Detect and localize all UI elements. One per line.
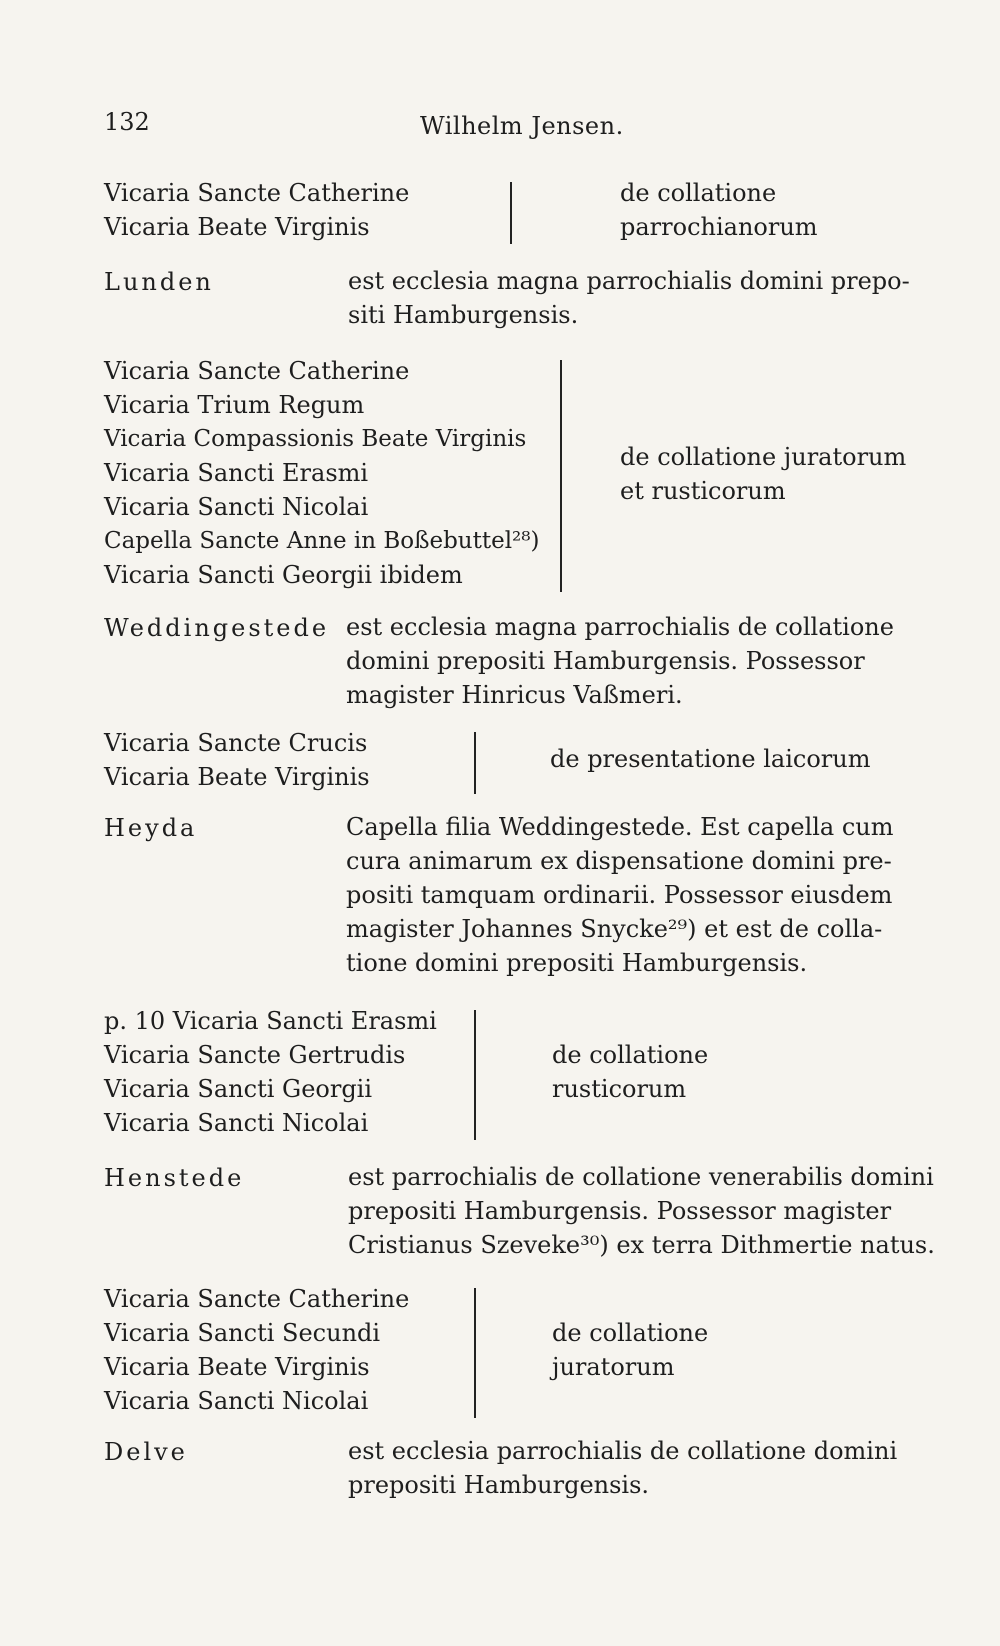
place-name: Lunden [104,268,214,296]
collation-note: de collatione juratorum [620,443,907,471]
vicaria-item: Vicaria Sancti Georgii [104,1075,373,1103]
description-line: Cristianus Szeveke³⁰) ex terra Dithmertie natus. [348,1231,935,1259]
place-name: Weddingestede [104,614,330,642]
description-line: est ecclesia magna parrochialis de collatione [346,613,894,641]
vicaria-item: Vicaria Sancte Gertrudis [104,1041,406,1069]
vicaria-item: Vicaria Sancti Erasmi [104,459,369,487]
vicaria-item: Vicaria Compassionis Beate Virginis [104,426,527,452]
description-line: est ecclesia magna parrochialis domini prepo- [348,267,910,295]
description-line: tione domini prepositi Hamburgensis. [346,949,808,977]
page-number: 132 [104,108,150,136]
place-description [346,610,898,712]
presentation-note: de presentatione laicorum [550,745,871,773]
vicaria-item: Vicaria Sancte Catherine [104,179,410,207]
collation-note: de collatione [552,1319,709,1347]
vicaria-item: Vicaria Sancti Nicolai [104,1387,369,1415]
description-line: magister Johannes Snycke²⁹) et est de colla- [346,915,883,943]
place-name: Heyda [104,814,198,842]
description-line: est ecclesia parrochialis de collatione domini [348,1437,898,1465]
place-name: Henstede [104,1164,245,1192]
collation-note: rusticorum [552,1075,687,1103]
place-description [348,264,910,332]
bracket [560,360,562,592]
vicaria-item: Vicaria Sancte Catherine [104,357,410,385]
description-line: prepositi Hamburgensis. [348,1471,650,1499]
vicaria-item: Vicaria Beate Virginis [104,763,370,791]
bracket [474,1288,476,1418]
description-line: cura animarum ex dispensatione domini pre- [346,847,892,875]
running-title: Wilhelm Jensen. [420,112,624,140]
vicaria-item: Vicaria Beate Virginis [104,1353,370,1381]
description-line: Capella filia Weddingestede. Est capella cum [346,813,894,841]
bracket [474,1010,476,1140]
place-description [348,1434,900,1502]
bracket [474,732,476,794]
description-line: positi tamquam ordinarii. Possessor eiusdem [346,881,893,909]
vicaria-item: Vicaria Beate Virginis [104,213,370,241]
collation-note: juratorum [552,1353,675,1381]
vicaria-item: Vicaria Sancti Georgii ibidem [104,561,463,589]
vicaria-item: p. 10 Vicaria Sancti Erasmi [104,1007,437,1035]
description-line: magister Hinricus Vaßmeri. [346,681,683,709]
vicaria-item: Vicaria Sancte Catherine [104,1285,410,1313]
place-name: Delve [104,1438,188,1466]
collation-note: et rusticorum [620,477,786,505]
vicaria-item: Vicaria Sancti Nicolai [104,1109,369,1137]
description-line: siti Hamburgensis. [348,301,579,329]
vicaria-item: Vicaria Trium Regum [104,391,365,419]
collation-note: de collatione [620,179,777,207]
description-line: domini prepositi Hamburgensis. Possessor [346,647,865,675]
bracket [510,182,512,244]
capella-item: Capella Sancte Anne in Boßebuttel²⁸) [104,528,540,554]
vicaria-item: Vicaria Sancti Secundi [104,1319,381,1347]
show-through-text [180,118,187,143]
collation-note: parrochianorum [620,213,818,241]
description-line: prepositi Hamburgensis. Possessor magister [348,1197,892,1225]
vicaria-item: Vicaria Sancte Crucis [104,729,368,757]
description-line: est parrochialis de collatione venerabilis domini [348,1163,934,1191]
place-description [348,1160,935,1262]
collation-note: de collatione [552,1041,709,1069]
vicaria-item: Vicaria Sancti Nicolai [104,493,369,521]
place-description [346,810,898,980]
